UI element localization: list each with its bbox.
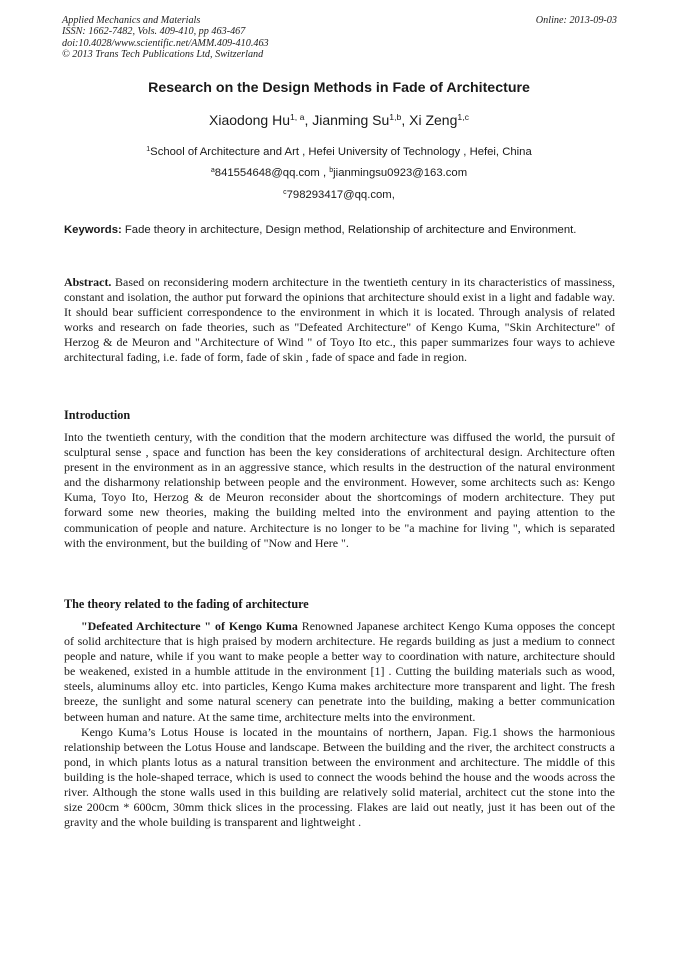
theory-paragraph-2: Kengo Kuma’s Lotus House is located in the mountains of northern, Japan. Fig.1 shows the harmonious relationship between the Lotus House and landscape. Between the building and the river, the architect constructs a pond, in which plants lotus as a natural transition between the environment and architecture. The middle of this building is the hole-shaped terrace, which is used to connect the woods behind the house and the woods across the river. Although the stone walls used in this building are relatively solid material, architect cut the stone into the size 200cm * 600cm, 30mm thick slices in the processing. Flakes are laid out neatly, just it has been out of the gravity and the whole building is transparent and lightweight . (64, 724, 615, 830)
issn-line: ISSN: 1662-7482, Vols. 409-410, pp 463-467 (62, 26, 246, 38)
affiliation-text: School of Architecture and Art , Hefei University of Technology , Hefei, China (150, 146, 532, 158)
author-list: Xiaodong Hu$^{1, a}$, Jianming Su$^{1,b}$, Xi Zeng$^{1,c}$ (209, 112, 469, 128)
email-line-1 (0, 167, 678, 179)
journal-name: Applied Mechanics and Materials (62, 15, 201, 26)
email-b: jianmingsu0923@163.com (333, 167, 468, 179)
online-date: Online: 2013-09-03 (535, 15, 617, 26)
introduction-paragraph: Into the twentieth century, with the condition that the modern architecture was diffused the world, the pursuit of sculptural sense , space and function has been the key considerations of architectural design. Architecture often present in the environment as in an aggressive stance, which results in the destruction of the natural environment and the disharmony relationship between people and the environment. However, some architects such as: Kengo Kuma, Toyo Ito, Herzog & de Meuron reconsider about the shortcomings of modern architecture. They put forward some new theories, making the building melted into the environment and paying attention to the communication of people and nature. Architecture is no longer to be "a machine for living ", which is separated with the environment, but the building of "Now and Here ". (64, 430, 615, 550)
doi-line: doi:10.4028/www.scientific.net/AMM.409-410.463 (62, 37, 269, 49)
abstract-text: Based on reconsidering modern architecture in the twentieth century in its characteristics of massiness, constant and isolation, the author put forward the opinions that architecture should exist in a light and fadable way. It should bear sufficient correspondence to the environment in which it is located. Through analysis of related works and research on fade theories, such as "Defeated Architecture" of Kengo Kuma, "Skin Architecture" of Herzog & de Meuron and "Architecture of Wind " of Toyo Ito etc., this paper summarizes four ways to achieve architectural fading, i.e. fade of form, fade of skin , fade of space and fade in region. (64, 275, 615, 365)
copyright-line: © 2013 Trans Tech Publications Ltd, Switzerland (62, 49, 264, 61)
email-line-2 (0, 189, 678, 201)
email-a: 841554648@qq.com , (214, 167, 330, 179)
email-marker-b: b (329, 167, 334, 175)
defeated-architecture-subheading: "Defeated Architecture " of Kengo Kuma (81, 619, 298, 633)
keywords-text: Fade theory in architecture, Design method, Relationship of architecture and Environment. (121, 224, 577, 236)
author-affiliation-marker: 1,c (457, 112, 469, 123)
author-affiliation-marker: 1,b (389, 112, 402, 123)
email-marker-c: c (283, 189, 287, 197)
journal-header (62, 15, 617, 61)
paper-title: Research on the Design Methods in Fade of Architecture (148, 80, 530, 96)
email-c: 798293417@qq.com, (286, 189, 395, 201)
keywords-label: Keywords: (64, 224, 122, 236)
theory-paragraph-1-text: Renowned Japanese architect Kengo Kuma opposes the concept of solid architecture that is high praised by modern architecture. He regards building as just a medium to connect people and nature, while if you want to make people a better way to coordination with nature, architecture should be weakened, existed in a humble attitude in the environment [1] . Cutting the building materials such as wood, steels, aluminums alloy etc. into particles, Kengo Kuma makes architecture more transparent and light. The fresh breeze, the sunlight and some natural scenery can penetrate into the building, making a better communication between human and nature. At the same time, architecture melts into the environment. (64, 619, 616, 724)
theory-heading: The theory related to the fading of architecture (64, 597, 309, 611)
author-affiliation-marker: 1, a (289, 112, 305, 123)
author-name: Xi Zeng (409, 112, 458, 128)
theory-paragraph-1 (64, 619, 615, 725)
author-name: Jianming Su (312, 112, 390, 128)
abstract (64, 275, 615, 366)
affiliation-marker: 1 (146, 146, 151, 154)
abstract-label: Abstract. (64, 275, 112, 289)
keywords (64, 223, 615, 238)
email-marker-a: a (210, 167, 215, 175)
author-name: Xiaodong Hu (209, 112, 290, 128)
theory-section (64, 619, 615, 830)
affiliation (0, 146, 678, 158)
introduction-heading: Introduction (64, 408, 131, 422)
